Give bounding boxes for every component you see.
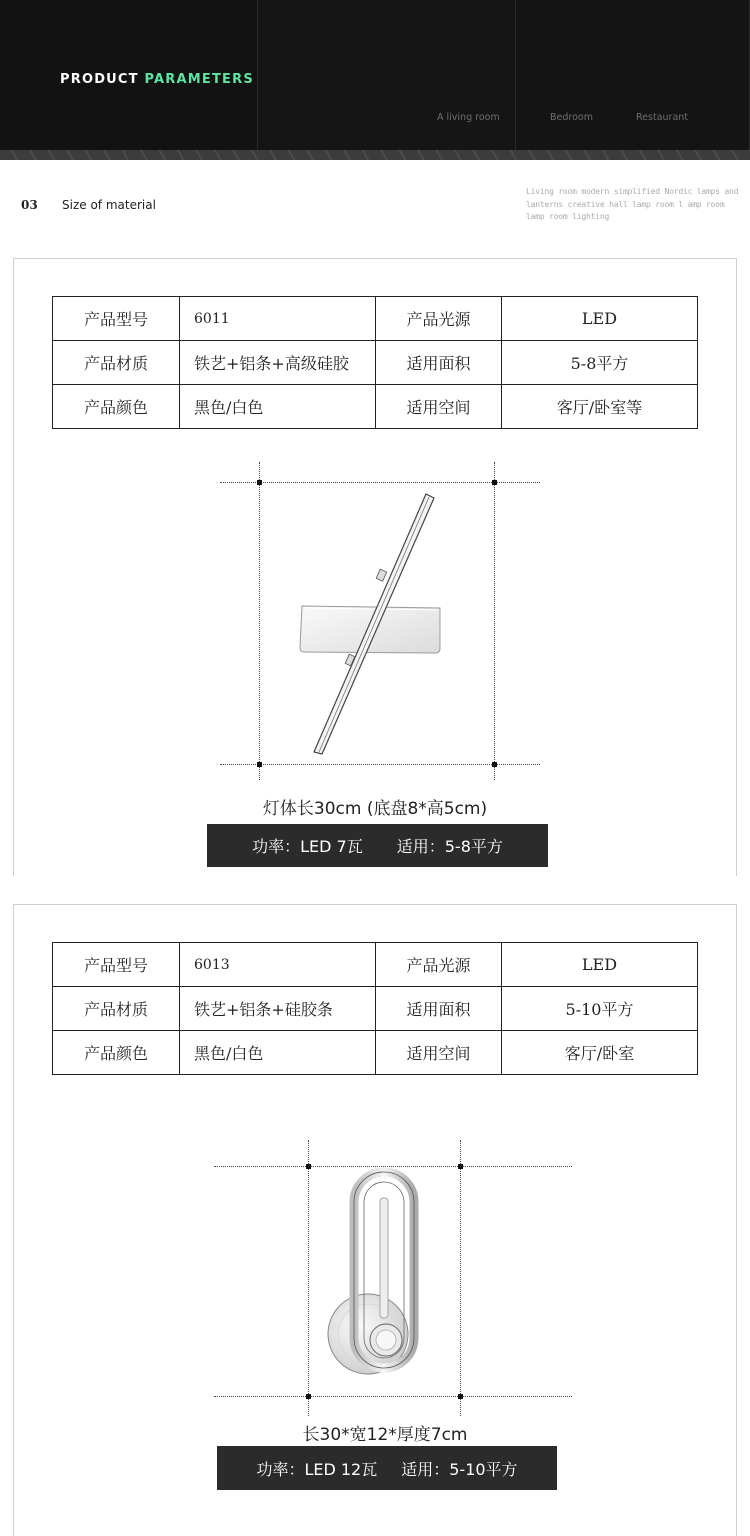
table-cell: 适用空间 [376, 385, 502, 429]
table-cell: 客厅/卧室 [502, 1031, 698, 1075]
dimension-marker [458, 1164, 463, 1169]
table-cell: 客厅/卧室等 [502, 385, 698, 429]
title-part2: PARAMETERS [144, 72, 254, 87]
dimension-line [308, 1140, 309, 1416]
dimension-marker [492, 480, 497, 485]
header-banner [0, 0, 750, 160]
table-cell: LED [502, 943, 698, 987]
power-label: 功率：LED 12瓦 [256, 1459, 378, 1479]
dimension-marker [306, 1164, 311, 1169]
dimension-caption: 长30*宽12*厚度7cm [302, 1425, 468, 1445]
lamp-6013-image [320, 1168, 440, 1394]
table-cell: 产品材质 [53, 341, 180, 385]
table-cell: 5-8平方 [502, 341, 698, 385]
table-cell: 适用面积 [376, 341, 502, 385]
table-cell: 产品光源 [376, 943, 502, 987]
nav-living-room[interactable]: A living room [437, 112, 500, 123]
nav-bedroom[interactable]: Bedroom [550, 112, 593, 123]
table-cell: 黑色/白色 [180, 1031, 376, 1075]
dimension-line [259, 462, 260, 780]
table-row [53, 385, 698, 429]
table-cell: 产品颜色 [53, 385, 180, 429]
table-row [53, 943, 698, 987]
banner-strip [0, 150, 750, 160]
table-cell: 适用面积 [376, 987, 502, 1031]
table-cell: 产品材质 [53, 987, 180, 1031]
table-row [53, 297, 698, 341]
table-cell: 产品光源 [376, 297, 502, 341]
banner-panel [258, 0, 516, 150]
table-cell: 铁艺+铝条+高级硅胶 [180, 341, 376, 385]
table-cell: 黑色/白色 [180, 385, 376, 429]
lamp-6011-image [290, 488, 450, 760]
power-badge [217, 1446, 557, 1490]
table-row [53, 341, 698, 385]
dimension-marker [306, 1394, 311, 1399]
section-description: Living room modern simplified Nordic lamps and lanterns creative hall lamp room l amp room lamp room lighting [526, 187, 739, 221]
table-cell: 产品型号 [53, 943, 180, 987]
spec-table [52, 296, 698, 429]
nav-restaurant[interactable]: Restaurant [636, 112, 689, 123]
power-label: 功率：LED 7瓦 [252, 837, 363, 856]
dimension-marker [257, 762, 262, 767]
dimension-marker [257, 480, 262, 485]
table-cell: 产品颜色 [53, 1031, 180, 1075]
page-title [60, 72, 254, 87]
title-part1: PRODUCT [60, 72, 145, 87]
dimension-marker [458, 1394, 463, 1399]
table-row [53, 1031, 698, 1075]
dimension-line [460, 1140, 461, 1416]
usage-label: 适用：5-8平方 [396, 837, 503, 856]
banner-panel [516, 0, 750, 150]
section-title: Size of material [62, 198, 156, 212]
dimension-line [494, 462, 495, 780]
table-cell: 6013 [180, 943, 376, 987]
table-cell: 5-10平方 [502, 987, 698, 1031]
usage-label: 适用：5-10平方 [401, 1459, 518, 1479]
power-badge [207, 824, 548, 867]
dimension-line [214, 1166, 572, 1167]
table-cell: 产品型号 [53, 297, 180, 341]
table-cell: 铁艺+铝条+硅胶条 [180, 987, 376, 1031]
table-cell: 6011 [180, 297, 376, 341]
spec-table [52, 942, 698, 1075]
dimension-caption: 灯体长30cm (底盘8*高5cm) [262, 799, 488, 819]
table-cell: 适用空间 [376, 1031, 502, 1075]
table-cell: LED [502, 297, 698, 341]
dimension-marker [492, 762, 497, 767]
section-number: 03 [21, 198, 38, 212]
table-row [53, 987, 698, 1031]
dimension-line [214, 1396, 572, 1397]
